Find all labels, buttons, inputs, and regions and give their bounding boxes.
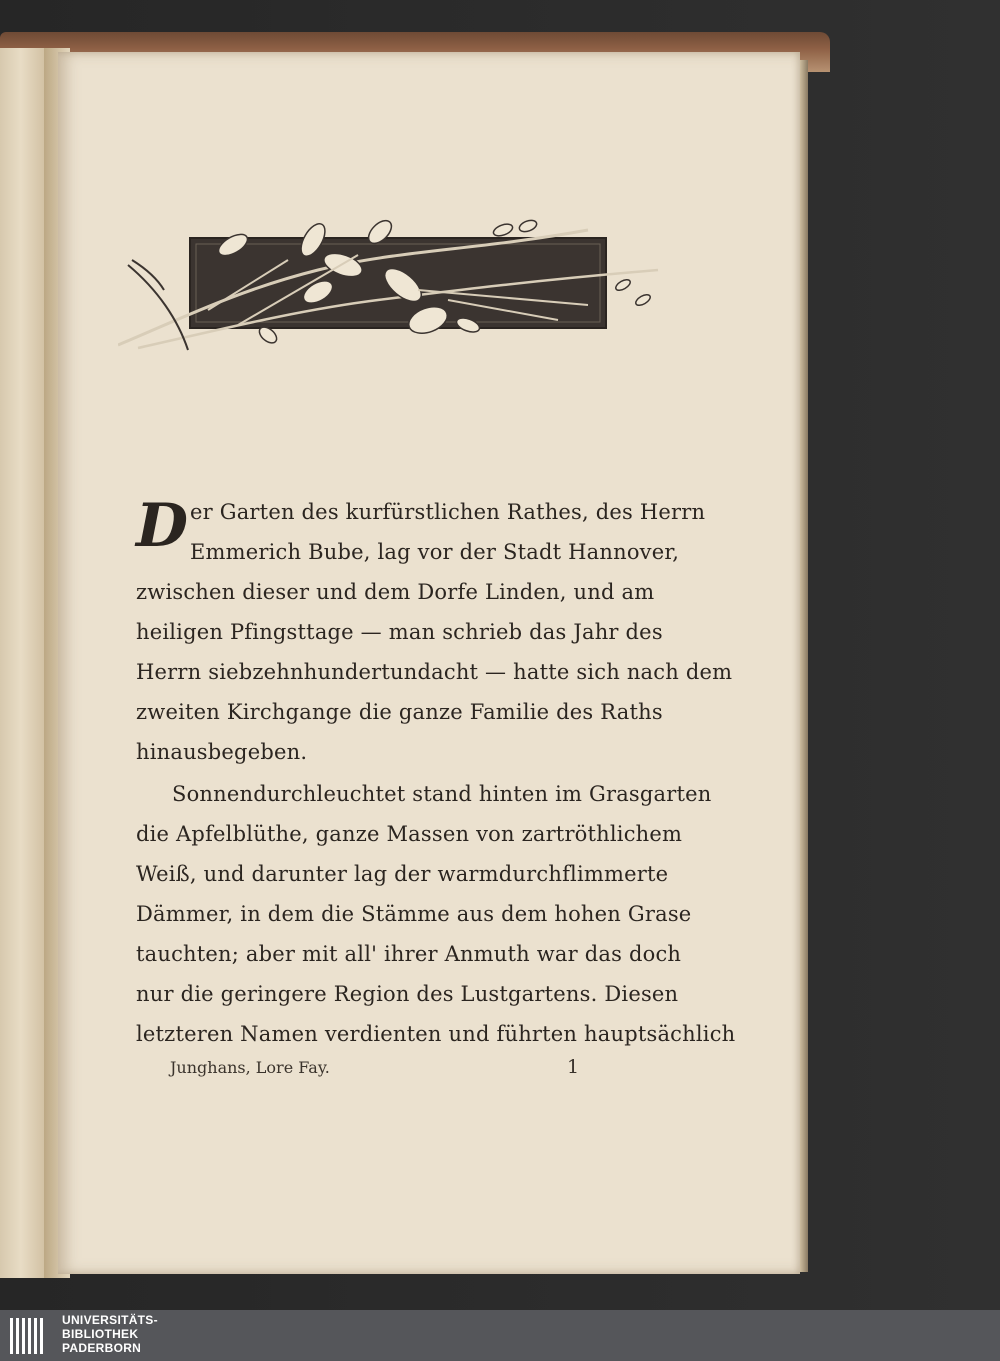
text-line-9: die Apfelblüthe, ganze Massen von zartröthlichem bbox=[136, 822, 683, 846]
page-number: 1 bbox=[567, 1056, 580, 1078]
text-line-7: hinausbegeben. bbox=[136, 740, 308, 764]
text-line-2: Emmerich Bube, lag vor der Stadt Hannover, bbox=[190, 540, 680, 564]
text-line-13: nur die geringere Region des Lustgartens. Diesen bbox=[136, 982, 679, 1006]
text-line-6: zweiten Kirchgange die ganze Familie des Raths bbox=[136, 700, 663, 724]
text-line-11: Dämmer, in dem die Stämme aus dem hohen Grase bbox=[136, 902, 692, 926]
text-line-3: zwischen dieser und dem Dorfe Linden, und am bbox=[136, 580, 655, 604]
library-name-line-1: UNIVERSITÄTS- bbox=[62, 1313, 158, 1327]
drop-cap-initial: D bbox=[136, 491, 189, 561]
library-logo-icon bbox=[8, 1316, 50, 1356]
text-line-8: Sonnendurchleuchtet stand hinten im Grasgarten bbox=[172, 782, 712, 806]
text-line-14: letzteren Namen verdienten und führten hauptsächlich bbox=[136, 1022, 736, 1046]
text-line-10: Weiß, und darunter lag der warmdurchflimmerte bbox=[136, 862, 669, 886]
library-name-line-2: BIBLIOTHEK bbox=[62, 1327, 139, 1341]
footer-signature: Junghans, Lore Fay. bbox=[170, 1058, 330, 1077]
floral-headpiece-ornament bbox=[118, 210, 678, 360]
library-name-line-3: PADERBORN bbox=[62, 1341, 142, 1355]
text-line-12: tauchten; aber mit all' ihrer Anmuth war das doch bbox=[136, 942, 682, 966]
text-line-1: er Garten des kurfürstlichen Rathes, des Herrn bbox=[190, 500, 706, 524]
page-fore-edge bbox=[800, 60, 808, 1272]
text-line-4: heiligen Pfingsttage — man schrieb das Jahr des bbox=[136, 620, 663, 644]
text-line-5: Herrn siebzehnhundertundacht — hatte sich nach dem bbox=[136, 660, 733, 684]
